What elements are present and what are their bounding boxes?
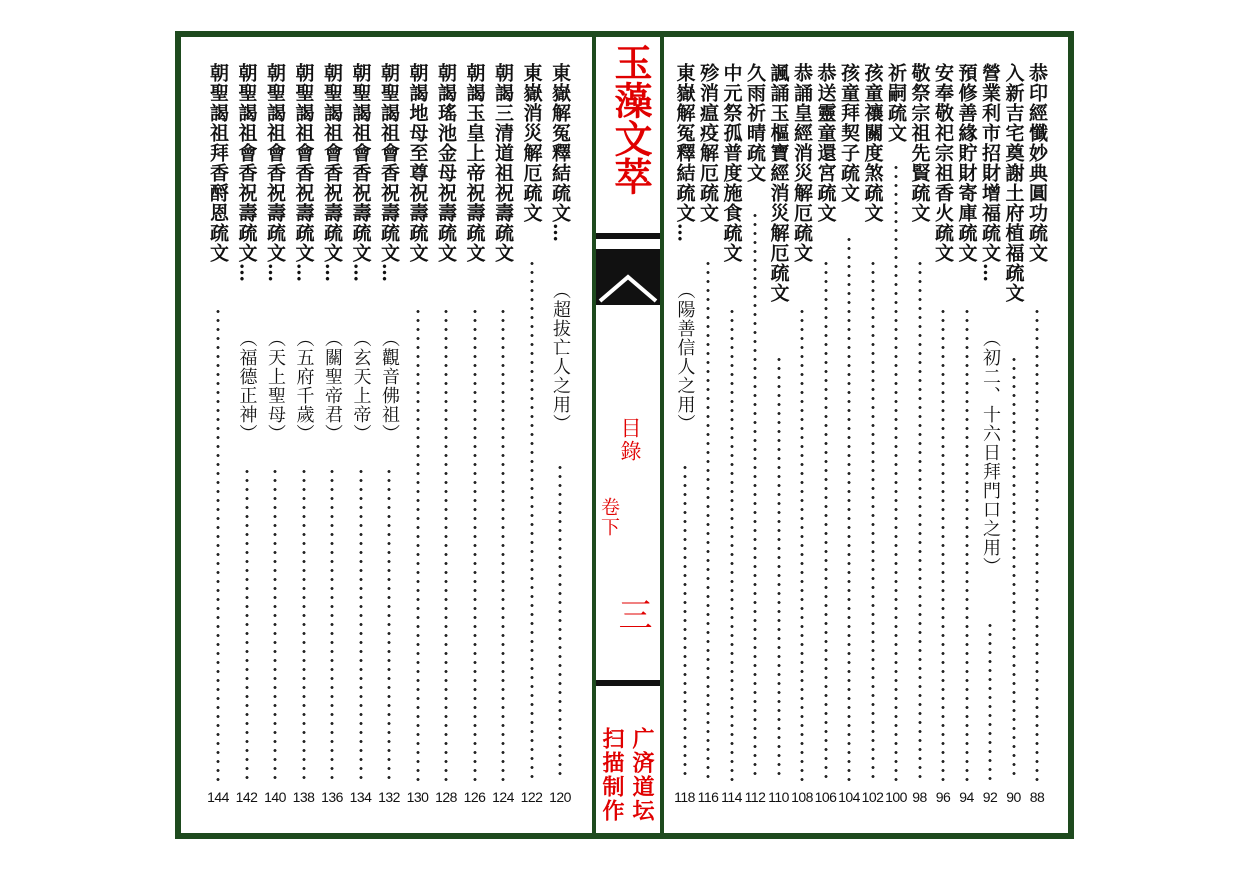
toc-entry-title: 入新吉宅奠謝土府植福疏文 [1002, 63, 1025, 303]
toc-page-number: 90 [1006, 789, 1021, 805]
dot-leader [777, 355, 781, 781]
toc-page-number: 142 [235, 789, 258, 805]
dot-leader [216, 307, 220, 781]
toc-page-number: 138 [292, 789, 315, 805]
toc-page-number: 120 [549, 789, 571, 805]
toc-entry-title: 東嶽消災解厄疏文 [520, 63, 543, 223]
dot-leader [273, 467, 277, 781]
toc-entry-title: 朝聖謁祖會香祝壽疏文… [264, 63, 286, 283]
toc-entry-title: 孩童禳關度煞疏文 [861, 63, 884, 223]
toc-page-number: 94 [959, 789, 974, 805]
toc-entry-note: （超拔亡人之用） [550, 281, 571, 433]
volume-label: 卷下 [598, 497, 620, 537]
right-page [664, 37, 1068, 833]
dot-leader [941, 307, 945, 781]
toc-entry-title: 朝謁玉皇上帝祝壽疏文 [463, 63, 486, 263]
toc-entry-title: 殄消瘟疫解厄疏文 [697, 63, 719, 223]
dot-leader [245, 467, 249, 781]
toc-entry-note: （觀音佛祖） [379, 329, 400, 443]
chevron-ornament-icon [596, 249, 660, 305]
dot-leader [558, 463, 562, 781]
toc-page-number: 124 [492, 789, 514, 805]
toc-entry-note: （初二、十六日拜門口之用） [980, 329, 1001, 576]
toc-entry-note: （五府千歲） [293, 329, 315, 443]
toc-page-number: 130 [406, 789, 429, 805]
toc-page-number: 104 [838, 789, 860, 805]
toc-entry-title: 朝聖謁祖會香祝壽疏文… [321, 63, 343, 283]
toc-entry-title: 恭印經懺妙典圓功疏文 [1026, 63, 1048, 263]
toc-entry-note: （玄天上帝） [350, 329, 372, 443]
dot-leader [416, 307, 420, 781]
dot-leader [800, 307, 804, 781]
section-label: 目錄 [618, 417, 642, 463]
dot-leader [965, 307, 969, 781]
spine-page-number: 三 [612, 597, 652, 633]
toc-entry-title: 朝聖謁祖會香祝壽疏文… [235, 63, 258, 283]
toc-page-number: 108 [791, 789, 813, 805]
toc-page-number: 114 [721, 789, 742, 805]
toc-page-number: 96 [935, 789, 951, 805]
toc-entry-note: （天上聖母） [265, 329, 286, 443]
toc-entry-title: 恭誦皇經消災解厄疏文 [791, 63, 813, 263]
dot-leader [387, 467, 391, 781]
toc-entry-title: 朝謁瑤池金母祝壽疏文 [435, 63, 457, 263]
toc-page-number: 112 [744, 789, 766, 805]
dot-leader [501, 307, 505, 781]
toc-page-number: 100 [885, 789, 907, 805]
toc-entry-title: 朝聖謁祖會香祝壽疏文… [378, 63, 400, 283]
dot-leader [871, 259, 875, 781]
credit-line-1: 广済道坛 [629, 727, 655, 823]
toc-page-number: 132 [378, 789, 400, 805]
toc-entry-note: （福德正神） [236, 329, 258, 443]
toc-page-number: 88 [1029, 789, 1045, 805]
toc-entry-title: 朝謁三清道祖祝壽疏文 [492, 63, 514, 263]
toc-page-number: 140 [264, 789, 286, 805]
toc-entry-note: （陽善信人之用） [674, 281, 696, 433]
toc-page-number: 98 [912, 789, 927, 805]
dot-leader [1012, 355, 1016, 781]
dot-leader [302, 467, 306, 781]
toc-entry-title: 朝謁地母至尊祝壽疏文 [406, 63, 429, 263]
dot-leader [918, 259, 922, 781]
toc-page-number: 126 [463, 789, 486, 805]
book-frame [175, 31, 1074, 839]
toc-entry-title: 朝聖謁祖會香祝壽疏文… [349, 63, 372, 283]
credit-line-2: 扫描制作 [599, 727, 625, 823]
dot-leader [730, 307, 734, 781]
toc-entry-title: 預修善緣貯財寄庫疏文 [955, 63, 978, 263]
toc-entry-title: 朝聖謁祖會香祝壽疏文… [292, 63, 315, 283]
toc-entry-title: 朝聖謁祖拜香酹恩疏文 [207, 63, 229, 263]
toc-page-number: 134 [349, 789, 372, 805]
toc-page-number: 110 [768, 789, 789, 805]
left-page [181, 37, 592, 833]
dot-leader [359, 467, 363, 781]
dot-leader [1035, 307, 1039, 781]
toc-page-number: 102 [861, 789, 884, 805]
book-title: 玉藻文萃 [608, 43, 653, 195]
dot-leader [894, 163, 898, 781]
dot-leader [753, 211, 757, 781]
toc-page-number: 122 [520, 789, 543, 805]
dot-leader [444, 307, 448, 781]
book-spine [592, 37, 664, 833]
toc-entry-title: 中元祭孤普度施食疏文 [720, 63, 743, 263]
toc-page-number: 144 [207, 789, 229, 805]
dot-leader [706, 259, 710, 781]
spine-border-left [592, 37, 596, 833]
toc-entry-note: （關聖帝君） [322, 329, 343, 443]
toc-page-number: 118 [674, 789, 695, 805]
spine-band-top [596, 233, 660, 239]
toc-entry-title: 久雨祈晴疏文 [744, 63, 766, 183]
dot-leader [473, 307, 477, 781]
dot-leader [330, 467, 334, 781]
toc-page-number: 136 [321, 789, 343, 805]
spine-band-bottom [596, 680, 660, 686]
toc-page-number: 106 [814, 789, 837, 805]
toc-page-number: 92 [982, 789, 998, 805]
toc-entry-title: 東嶽解冤釋結疏文… [673, 63, 696, 243]
toc-entry-title: 諷誦玉樞寶經消災解厄疏文 [767, 63, 790, 303]
toc-entry-title: 營業利市招財增福疏文… [979, 63, 1001, 283]
toc-entry-title: 孩童拜契子疏文 [838, 63, 860, 203]
dot-leader [824, 259, 828, 781]
toc-entry-title: 敬祭宗祖先賢疏文 [908, 63, 931, 223]
dot-leader [683, 463, 687, 781]
toc-entry-title: 安奉敬祀宗祖香火疏文 [932, 63, 954, 263]
dot-leader [847, 235, 851, 781]
dot-leader [988, 621, 992, 781]
toc-page-number: 116 [697, 789, 719, 805]
dot-leader [530, 259, 534, 781]
toc-page-number: 128 [435, 789, 457, 805]
toc-entry-title: 祈嗣疏文 [885, 63, 907, 143]
toc-entry-title: 東嶽解冤釋結疏文… [549, 63, 571, 243]
toc-entry-title: 恭送靈童還宮疏文 [814, 63, 837, 223]
